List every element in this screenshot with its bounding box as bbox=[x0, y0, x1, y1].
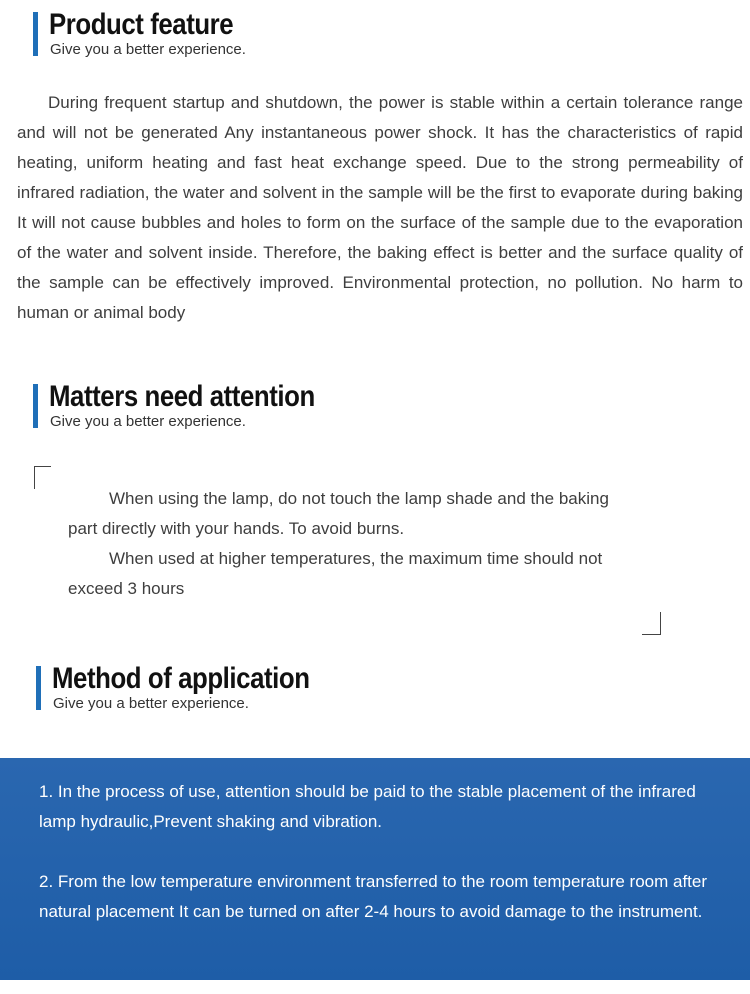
note-1-line-1: When using the lamp, do not touch the lamp shade and the baking bbox=[109, 489, 609, 508]
corner-bracket-bottom-right bbox=[642, 612, 661, 635]
matters-title: Matters need attention bbox=[49, 380, 315, 413]
product-feature-body: During frequent startup and shutdown, the power is stable within a certain tolerance range and will not be generated Any instantaneous power shock. It has the characteristics of rapid heating, uniform heating and fast heat exchange speed. Due to the strong permeability of infrared radiation, the water and solvent in the sample will be the first to evaporate during baking It will not cause bubbles and holes to form on the surface of the sample due to the evaporation of the water and solvent inside. Therefore, the baking effect is better and the surface quality of the sample can be effectively improved. Environmental protection, no pollution. No harm to human or animal body bbox=[17, 93, 743, 322]
product-feature-title: Product feature bbox=[49, 8, 234, 41]
corner-bracket-top-left bbox=[34, 466, 51, 489]
note-2-line-2: exceed 3 hours bbox=[68, 579, 185, 598]
method-steps-panel bbox=[0, 758, 750, 980]
product-feature-subtitle: Give you a better experience. bbox=[50, 41, 246, 58]
section-accent-bar bbox=[33, 12, 38, 56]
method-step-1: 1. In the process of use, attention should be paid to the stable placement of the infrared lamp hydraulic,Prevent shaking and vibration. bbox=[39, 782, 696, 831]
matters-subtitle: Give you a better experience. bbox=[50, 413, 246, 430]
method-step-2: 2. From the low temperature environment transferred to the room temperature room after natural placement It can be turned on after 2-4 hours to avoid damage to the instrument. bbox=[39, 872, 708, 921]
note-1-line-2: part directly with your hands. To avoid burns. bbox=[68, 519, 405, 538]
section-accent-bar bbox=[36, 666, 41, 710]
section-accent-bar bbox=[33, 384, 38, 428]
method-subtitle: Give you a better experience. bbox=[53, 695, 249, 712]
note-2-line-1: When used at higher temperatures, the maximum time should not bbox=[109, 549, 603, 568]
method-title: Method of application bbox=[52, 662, 310, 695]
